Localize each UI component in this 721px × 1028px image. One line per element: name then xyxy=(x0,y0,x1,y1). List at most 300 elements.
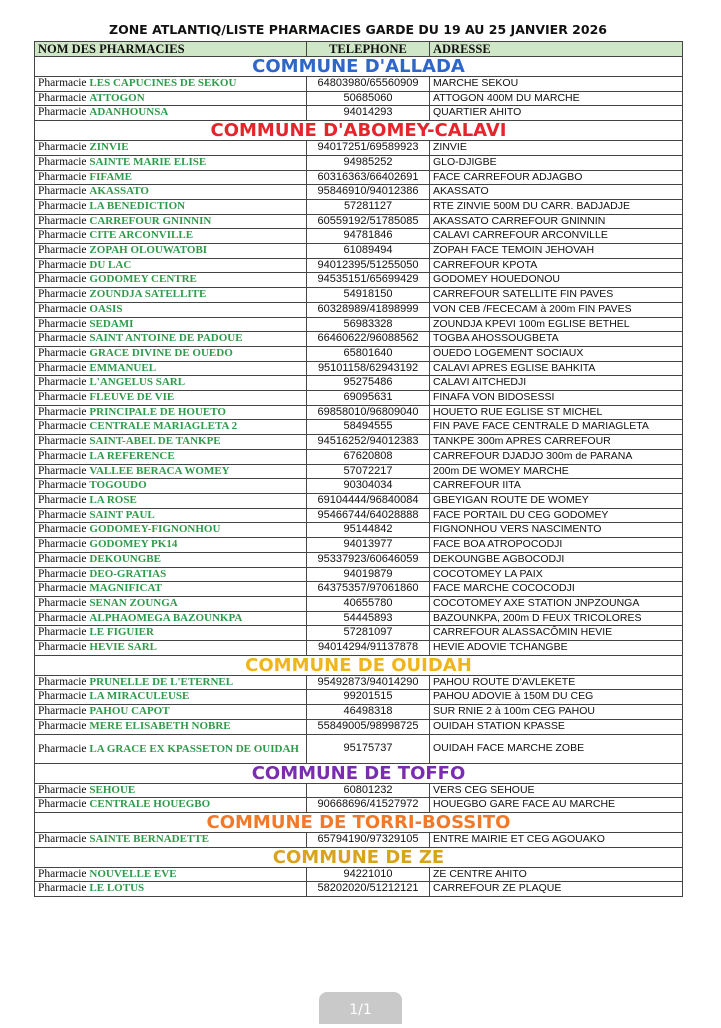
table-header-row xyxy=(35,42,683,57)
pharmacy-row xyxy=(35,832,683,847)
pharmacy-prefix: Pharmacie xyxy=(38,464,87,477)
pharmacy-row xyxy=(35,538,683,553)
pharmacy-row xyxy=(35,91,683,106)
pharmacy-name: EMMANUEL xyxy=(89,361,157,374)
pharmacy-address: FACE MARCHE COCOCODJI xyxy=(430,582,683,597)
pharmacy-name-cell xyxy=(35,317,307,332)
pharmacy-name-cell xyxy=(35,185,307,200)
pharmacy-row xyxy=(35,734,683,763)
pharmacy-name-cell xyxy=(35,882,307,897)
pharmacy-row xyxy=(35,199,683,214)
pharmacy-prefix: Pharmacie xyxy=(38,346,87,359)
pharmacy-name-cell xyxy=(35,155,307,170)
pharmacy-phone: 66460622/96088562 xyxy=(307,332,430,347)
pharmacy-prefix: Pharmacie xyxy=(38,508,87,521)
pharmacy-name: FLEUVE DE VIE xyxy=(89,391,175,404)
pharmacy-phone: 58494555 xyxy=(307,420,430,435)
pharmacy-row xyxy=(35,346,683,361)
pharmacy-name: ZINVIE xyxy=(89,141,129,154)
pharmacy-name-cell xyxy=(35,675,307,690)
pharmacy-row xyxy=(35,783,683,798)
pharmacy-phone: 50685060 xyxy=(307,91,430,106)
pharmacy-prefix: Pharmacie xyxy=(38,479,87,492)
pharmacy-name-cell xyxy=(35,435,307,450)
pharmacy-row xyxy=(35,479,683,494)
pharmacy-name-cell xyxy=(35,77,307,92)
pharmacy-name: OASIS xyxy=(89,302,123,315)
pharmacy-name-cell xyxy=(35,141,307,156)
pharmacy-prefix: Pharmacie xyxy=(38,141,87,154)
pharmacy-prefix: Pharmacie xyxy=(38,420,87,433)
pharmacy-name-cell xyxy=(35,596,307,611)
pharmacy-name: CENTRALE HOUEGBO xyxy=(89,798,211,811)
pharmacy-address: TANKPE 300m APRES CARREFOUR xyxy=(430,435,683,450)
pharmacy-prefix: Pharmacie xyxy=(38,611,87,624)
pharmacy-name-cell xyxy=(35,273,307,288)
pharmacy-prefix: Pharmacie xyxy=(38,214,87,227)
pharmacy-prefix: Pharmacie xyxy=(38,155,87,168)
pharmacy-name: FIFAME xyxy=(89,170,132,183)
pharmacy-name-cell xyxy=(35,567,307,582)
pharmacy-name-cell xyxy=(35,508,307,523)
pharmacy-prefix: Pharmacie xyxy=(38,170,87,183)
pharmacy-name-cell xyxy=(35,867,307,882)
pharmacy-address: HEVIE ADOVIE TCHANGBE xyxy=(430,641,683,656)
pharmacy-row xyxy=(35,626,683,641)
pharmacy-name: TOGOUDO xyxy=(89,479,147,492)
pharmacy-address: CARREFOUR SATELLITE FIN PAVES xyxy=(430,288,683,303)
pharmacy-name-cell xyxy=(35,538,307,553)
pharmacy-name: SAINTE BERNADETTE xyxy=(89,832,209,845)
pharmacy-phone: 61089494 xyxy=(307,244,430,259)
pharmacy-phone: 95337923/60646059 xyxy=(307,552,430,567)
pharmacy-address: ZOPAH FACE TEMOIN JEHOVAH xyxy=(430,244,683,259)
pharmacy-phone: 69858010/96809040 xyxy=(307,405,430,420)
pharmacy-prefix: Pharmacie xyxy=(38,332,87,345)
pharmacy-name-cell xyxy=(35,170,307,185)
header-address: ADRESSE xyxy=(430,42,683,57)
pharmacy-name: LA REFERENCE xyxy=(89,449,175,462)
pharmacy-prefix: Pharmacie xyxy=(38,538,87,551)
pharmacy-name: SAINT ANTOINE DE PADOUE xyxy=(89,332,243,345)
pharmacy-name-cell xyxy=(35,705,307,720)
pharmacy-name: ZOPAH OLOUWATOBI xyxy=(89,244,208,257)
pharmacy-row xyxy=(35,214,683,229)
pharmacy-prefix: Pharmacie xyxy=(38,199,87,212)
pharmacy-row xyxy=(35,244,683,259)
pharmacy-name: LES CAPUCINES DE SEKOU xyxy=(89,77,237,89)
pharmacy-phone: 67620808 xyxy=(307,449,430,464)
pharmacy-name: LA MIRACULEUSE xyxy=(89,690,190,703)
pharmacy-address: QUARTIER AHITO xyxy=(430,106,683,121)
pharmacy-phone: 58202020/51212121 xyxy=(307,882,430,897)
pharmacy-prefix: Pharmacie xyxy=(38,361,87,374)
pharmacy-name: DEKOUNGBE xyxy=(89,552,161,565)
pharmacy-address: ZOUNDJA KPEVI 100m EGLISE BETHEL xyxy=(430,317,683,332)
pharmacy-name-cell xyxy=(35,582,307,597)
pharmacy-phone: 57072217 xyxy=(307,464,430,479)
commune-title: COMMUNE DE TOFFO xyxy=(35,763,683,783)
document-title: ZONE ATLANTIQ/LISTE PHARMACIES GARDE DU 19 AU 25 JANVIER 2026 xyxy=(109,22,607,37)
commune-title: COMMUNE D'ABOMEY-CALAVI xyxy=(35,121,683,141)
pharmacy-row xyxy=(35,317,683,332)
pharmacy-phone: 60801232 xyxy=(307,783,430,798)
pharmacy-prefix: Pharmacie xyxy=(38,523,87,536)
pharmacy-name: SAINT-ABEL DE TANKPE xyxy=(89,435,221,448)
pharmacy-phone: 65801640 xyxy=(307,346,430,361)
pharmacy-prefix: Pharmacie xyxy=(38,288,87,301)
pharmacy-name: CARREFOUR GNINNIN xyxy=(89,214,212,227)
pharmacy-phone: 90668696/41527972 xyxy=(307,798,430,813)
pharmacy-prefix: Pharmacie xyxy=(38,798,87,811)
pharmacy-prefix: Pharmacie xyxy=(38,690,87,703)
pharmacy-phone: 94012395/51255050 xyxy=(307,258,430,273)
pharmacy-row xyxy=(35,690,683,705)
pharmacy-phone: 99201515 xyxy=(307,690,430,705)
pharmacy-address: CARREFOUR ZE PLAQUE xyxy=(430,882,683,897)
pharmacy-address: AKASSATO CARREFOUR GNINNIN xyxy=(430,214,683,229)
pharmacy-phone: 94014293 xyxy=(307,106,430,121)
pharmacy-phone: 60316363/66402691 xyxy=(307,170,430,185)
pharmacy-prefix: Pharmacie xyxy=(38,567,87,580)
pharmacy-name: ZOUNDJA SATELLITE xyxy=(89,288,207,301)
pharmacy-phone: 95846910/94012386 xyxy=(307,185,430,200)
pharmacy-prefix: Pharmacie xyxy=(38,882,87,895)
pharmacy-address: ENTRE MAIRIE ET CEG AGOUAKO xyxy=(430,832,683,847)
pharmacy-phone: 95492873/94014290 xyxy=(307,675,430,690)
pharmacy-name-cell xyxy=(35,798,307,813)
pharmacy-phone: 64803980/65560909 xyxy=(307,77,430,92)
pharmacy-row xyxy=(35,141,683,156)
pharmacy-row xyxy=(35,798,683,813)
pharmacy-name: LA GRACE EX KPASSETON DE OUIDAH xyxy=(89,742,299,755)
pharmacy-name-cell xyxy=(35,332,307,347)
pharmacy-address: CALAVI AITCHEDJI xyxy=(430,376,683,391)
pharmacy-row xyxy=(35,288,683,303)
pharmacy-phone: 95101158/62943192 xyxy=(307,361,430,376)
pharmacy-prefix: Pharmacie xyxy=(38,493,87,506)
pharmacy-address: VERS CEG SEHOUE xyxy=(430,783,683,798)
pharmacy-address: CALAVI CARREFOUR ARCONVILLE xyxy=(430,229,683,244)
pharmacy-name-cell xyxy=(35,376,307,391)
pharmacy-name: SEHOUE xyxy=(89,783,136,796)
commune-header-row xyxy=(35,763,683,783)
pharmacy-prefix: Pharmacie xyxy=(38,582,87,595)
pharmacy-address: RTE ZINVIE 500M DU CARR. BADJADJE xyxy=(430,199,683,214)
pharmacy-row xyxy=(35,705,683,720)
pharmacy-name-cell xyxy=(35,91,307,106)
pharmacy-phone: 95466744/64028888 xyxy=(307,508,430,523)
pharmacy-row xyxy=(35,376,683,391)
pharmacy-row xyxy=(35,596,683,611)
pharmacy-prefix: Pharmacie xyxy=(38,832,87,845)
pharmacy-name-cell xyxy=(35,258,307,273)
pharmacy-row xyxy=(35,332,683,347)
pharmacy-name-cell xyxy=(35,244,307,259)
pharmacy-phone: 94017251/69589923 xyxy=(307,141,430,156)
pharmacy-phone: 94221010 xyxy=(307,867,430,882)
pharmacy-row xyxy=(35,464,683,479)
pharmacy-address: FINAFA VON BIDOSESSI xyxy=(430,391,683,406)
pharmacy-name-cell xyxy=(35,302,307,317)
pharmacy-name: NOUVELLE EVE xyxy=(89,867,177,880)
pharmacy-name-cell xyxy=(35,783,307,798)
header-name: NOM DES PHARMACIES xyxy=(35,42,307,57)
pharmacy-address: 200m DE WOMEY MARCHE xyxy=(430,464,683,479)
pharmacy-name-cell xyxy=(35,288,307,303)
pharmacy-row xyxy=(35,582,683,597)
pharmacy-row xyxy=(35,435,683,450)
pharmacy-phone: 57281127 xyxy=(307,199,430,214)
pharmacy-prefix: Pharmacie xyxy=(38,391,87,404)
page-indicator: 1/1 xyxy=(319,992,402,1024)
pharmacy-name-cell xyxy=(35,734,307,763)
pharmacy-address: DEKOUNGBE AGBOCODJI xyxy=(430,552,683,567)
pharmacy-phone: 69095631 xyxy=(307,391,430,406)
commune-title: COMMUNE DE TORRI-BOSSITO xyxy=(35,812,683,832)
pharmacy-prefix: Pharmacie xyxy=(38,244,87,257)
pharmacy-prefix: Pharmacie xyxy=(38,185,87,198)
pharmacy-phone: 56983328 xyxy=(307,317,430,332)
pharmacy-name: ALPHAOMEGA BAZOUNKPA xyxy=(89,611,243,624)
pharmacy-table xyxy=(34,41,683,897)
pharmacy-name-cell xyxy=(35,420,307,435)
pharmacy-phone: 60328989/41898999 xyxy=(307,302,430,317)
pharmacy-row xyxy=(35,675,683,690)
pharmacy-name: SAINT PAUL xyxy=(89,508,155,521)
pharmacy-name: LE FIGUIER xyxy=(89,626,154,639)
pharmacy-phone: 94516252/94012383 xyxy=(307,435,430,450)
pharmacy-address: SUR RNIE 2 à 100m CEG PAHOU xyxy=(430,705,683,720)
pharmacy-name: PAHOU CAPOT xyxy=(89,705,170,718)
pharmacy-address: FACE PORTAIL DU CEG GODOMEY xyxy=(430,508,683,523)
pharmacy-address: MARCHE SEKOU xyxy=(430,77,683,92)
pharmacy-row xyxy=(35,77,683,92)
pharmacy-name-cell xyxy=(35,346,307,361)
pharmacy-row xyxy=(35,229,683,244)
pharmacy-name-cell xyxy=(35,690,307,705)
pharmacy-address: VON CEB /FECECAM à 200m FIN PAVES xyxy=(430,302,683,317)
pharmacy-row xyxy=(35,258,683,273)
pharmacy-name: AKASSATO xyxy=(89,185,149,198)
pharmacy-address: TOGBA AHOSSOUGBETA xyxy=(430,332,683,347)
pharmacy-phone: 94535151/65699429 xyxy=(307,273,430,288)
pharmacy-prefix: Pharmacie xyxy=(38,317,87,330)
pharmacy-name: SAINTE MARIE ELISE xyxy=(89,155,207,168)
pharmacy-row xyxy=(35,405,683,420)
commune-header-row xyxy=(35,812,683,832)
pharmacy-name-cell xyxy=(35,611,307,626)
pharmacy-address: COCOTOMEY LA PAIX xyxy=(430,567,683,582)
pharmacy-address: ZE CENTRE AHITO xyxy=(430,867,683,882)
pharmacy-address: CARREFOUR DJADJO 300m de PARANA xyxy=(430,449,683,464)
pharmacy-address: PAHOU ADOVIE à 150M DU CEG xyxy=(430,690,683,705)
pharmacy-name: PRUNELLE DE L'ETERNEL xyxy=(89,675,234,688)
pharmacy-name: LA ROSE xyxy=(89,493,137,506)
pharmacy-name-cell xyxy=(35,361,307,376)
pharmacy-address: FACE BOA ATROPOCODJI xyxy=(430,538,683,553)
pharmacy-phone: 94985252 xyxy=(307,155,430,170)
pharmacy-prefix: Pharmacie xyxy=(38,742,87,755)
pharmacy-prefix: Pharmacie xyxy=(38,106,87,119)
pharmacy-prefix: Pharmacie xyxy=(38,783,87,796)
pharmacy-address: OUEDO LOGEMENT SOCIAUX xyxy=(430,346,683,361)
pharmacy-prefix: Pharmacie xyxy=(38,719,87,732)
pharmacy-name: ADANHOUNSA xyxy=(89,106,169,119)
pharmacy-name: PRINCIPALE DE HOUETO xyxy=(89,405,226,418)
pharmacy-name: MAGNIFICAT xyxy=(89,582,162,595)
pharmacy-row xyxy=(35,611,683,626)
pharmacy-row xyxy=(35,641,683,656)
table-body xyxy=(35,57,683,897)
pharmacy-address: ZINVIE xyxy=(430,141,683,156)
pharmacy-phone: 60559192/51785085 xyxy=(307,214,430,229)
pharmacy-name: GODOMEY-FIGNONHOU xyxy=(89,523,221,536)
commune-title: COMMUNE DE OUIDAH xyxy=(35,655,683,675)
pharmacy-phone: 90304034 xyxy=(307,479,430,494)
pharmacy-prefix: Pharmacie xyxy=(38,641,87,654)
pharmacy-phone: 55849005/98998725 xyxy=(307,719,430,734)
pharmacy-phone: 69104444/96840084 xyxy=(307,493,430,508)
pharmacy-prefix: Pharmacie xyxy=(38,302,87,315)
pharmacy-prefix: Pharmacie xyxy=(38,705,87,718)
pharmacy-name: CITE ARCONVILLE xyxy=(89,229,194,242)
pharmacy-address: HOUETO RUE EGLISE ST MICHEL xyxy=(430,405,683,420)
pharmacy-prefix: Pharmacie xyxy=(38,273,87,286)
pharmacy-prefix: Pharmacie xyxy=(38,229,87,242)
pharmacy-name-cell xyxy=(35,214,307,229)
commune-header-row xyxy=(35,847,683,867)
pharmacy-address: FIGNONHOU VERS NASCIMENTO xyxy=(430,523,683,538)
pharmacy-address: CARREFOUR IITA xyxy=(430,479,683,494)
pharmacy-address: COCOTOMEY AXE STATION JNPZOUNGA xyxy=(430,596,683,611)
pharmacy-address: OUIDAH STATION KPASSE xyxy=(430,719,683,734)
pharmacy-name-cell xyxy=(35,405,307,420)
pharmacy-prefix: Pharmacie xyxy=(38,77,87,89)
pharmacy-phone: 46498318 xyxy=(307,705,430,720)
pharmacy-address: PAHOU ROUTE D'AVLEKETE xyxy=(430,675,683,690)
pharmacy-name-cell xyxy=(35,199,307,214)
pharmacy-row xyxy=(35,361,683,376)
pharmacy-phone: 94013977 xyxy=(307,538,430,553)
pharmacy-address: OUIDAH FACE MARCHE ZOBE xyxy=(430,734,683,763)
pharmacy-phone: 40655780 xyxy=(307,596,430,611)
pharmacy-address: GLO-DJIGBE xyxy=(430,155,683,170)
pharmacy-phone: 95275486 xyxy=(307,376,430,391)
pharmacy-phone: 54445893 xyxy=(307,611,430,626)
pharmacy-phone: 95144842 xyxy=(307,523,430,538)
commune-title: COMMUNE D'ALLADA xyxy=(35,57,683,77)
pharmacy-row xyxy=(35,155,683,170)
pharmacy-name: HEVIE SARL xyxy=(89,641,157,654)
pharmacy-prefix: Pharmacie xyxy=(38,626,87,639)
pharmacy-phone: 57281097 xyxy=(307,626,430,641)
pharmacy-row xyxy=(35,185,683,200)
pharmacy-row xyxy=(35,882,683,897)
pharmacy-row xyxy=(35,567,683,582)
pharmacy-name: GODOMEY CENTRE xyxy=(89,273,197,286)
pharmacy-prefix: Pharmacie xyxy=(38,405,87,418)
pharmacy-row xyxy=(35,867,683,882)
pharmacy-name-cell xyxy=(35,493,307,508)
pharmacy-name: SEDAMI xyxy=(89,317,134,330)
pharmacy-prefix: Pharmacie xyxy=(38,376,87,389)
pharmacy-prefix: Pharmacie xyxy=(38,435,87,448)
pharmacy-name-cell xyxy=(35,449,307,464)
pharmacy-prefix: Pharmacie xyxy=(38,867,87,880)
pharmacy-name: MERE ELISABETH NOBRE xyxy=(89,719,231,732)
pharmacy-row xyxy=(35,449,683,464)
pharmacy-name: LA BENEDICTION xyxy=(89,199,186,212)
pharmacy-name-cell xyxy=(35,523,307,538)
pharmacy-row xyxy=(35,302,683,317)
pharmacy-phone: 95175737 xyxy=(307,734,430,763)
pharmacy-prefix: Pharmacie xyxy=(38,449,87,462)
pharmacy-prefix: Pharmacie xyxy=(38,596,87,609)
pharmacy-address: CALAVI APRES EGLISE BAHKITA xyxy=(430,361,683,376)
pharmacy-row xyxy=(35,391,683,406)
pharmacy-name-cell xyxy=(35,229,307,244)
commune-header-row xyxy=(35,57,683,77)
pharmacy-row xyxy=(35,273,683,288)
header-phone: TELEPHONE xyxy=(307,42,430,57)
pharmacy-row xyxy=(35,552,683,567)
pharmacy-name-cell xyxy=(35,626,307,641)
pharmacy-row xyxy=(35,493,683,508)
pharmacy-prefix: Pharmacie xyxy=(38,675,87,688)
pharmacy-phone: 94019879 xyxy=(307,567,430,582)
pharmacy-row xyxy=(35,523,683,538)
pharmacy-name-cell xyxy=(35,552,307,567)
pharmacy-name-cell xyxy=(35,106,307,121)
pharmacy-row xyxy=(35,106,683,121)
pharmacy-name: GODOMEY PK14 xyxy=(89,538,178,551)
pharmacy-address: ATTOGON 400M DU MARCHE xyxy=(430,91,683,106)
pharmacy-address: GBEYIGAN ROUTE DE WOMEY xyxy=(430,493,683,508)
pharmacy-address: FIN PAVE FACE CENTRALE D MARIAGLETA xyxy=(430,420,683,435)
pharmacy-name-cell xyxy=(35,832,307,847)
commune-header-row xyxy=(35,655,683,675)
pharmacy-address: BAZOUNKPA, 200m D FEUX TRICOLORES xyxy=(430,611,683,626)
pharmacy-name-cell xyxy=(35,479,307,494)
commune-title: COMMUNE DE ZE xyxy=(35,847,683,867)
pharmacy-prefix: Pharmacie xyxy=(38,91,87,104)
pharmacy-row xyxy=(35,719,683,734)
pharmacy-row xyxy=(35,508,683,523)
pharmacy-name: L'ANGELUS SARL xyxy=(89,376,186,389)
pharmacy-name: VALLEE BERACA WOMEY xyxy=(89,464,230,477)
pharmacy-address: HOUEGBO GARE FACE AU MARCHE xyxy=(430,798,683,813)
commune-header-row xyxy=(35,121,683,141)
pharmacy-address: CARREFOUR KPOTA xyxy=(430,258,683,273)
pharmacy-phone: 54918150 xyxy=(307,288,430,303)
pharmacy-phone: 94014294/91137878 xyxy=(307,641,430,656)
pharmacy-name: CENTRALE MARIAGLETA 2 xyxy=(89,420,238,433)
pharmacy-row xyxy=(35,170,683,185)
pharmacy-name: GRACE DIVINE DE OUEDO xyxy=(89,346,233,359)
pharmacy-address: FACE CARREFOUR ADJAGBO xyxy=(430,170,683,185)
pharmacy-address: GODOMEY HOUEDONOU xyxy=(430,273,683,288)
pharmacy-row xyxy=(35,420,683,435)
pharmacy-name-cell xyxy=(35,464,307,479)
pharmacy-name-cell xyxy=(35,641,307,656)
pharmacy-phone: 64375357/97061860 xyxy=(307,582,430,597)
pharmacy-name: ATTOGON xyxy=(89,91,145,104)
pharmacy-name: DEO-GRATIAS xyxy=(89,567,167,580)
pharmacy-name: DU LAC xyxy=(89,258,132,271)
pharmacy-phone: 65794190/97329105 xyxy=(307,832,430,847)
pharmacy-address: CARREFOUR ALASSACÔMIN HEVIE xyxy=(430,626,683,641)
